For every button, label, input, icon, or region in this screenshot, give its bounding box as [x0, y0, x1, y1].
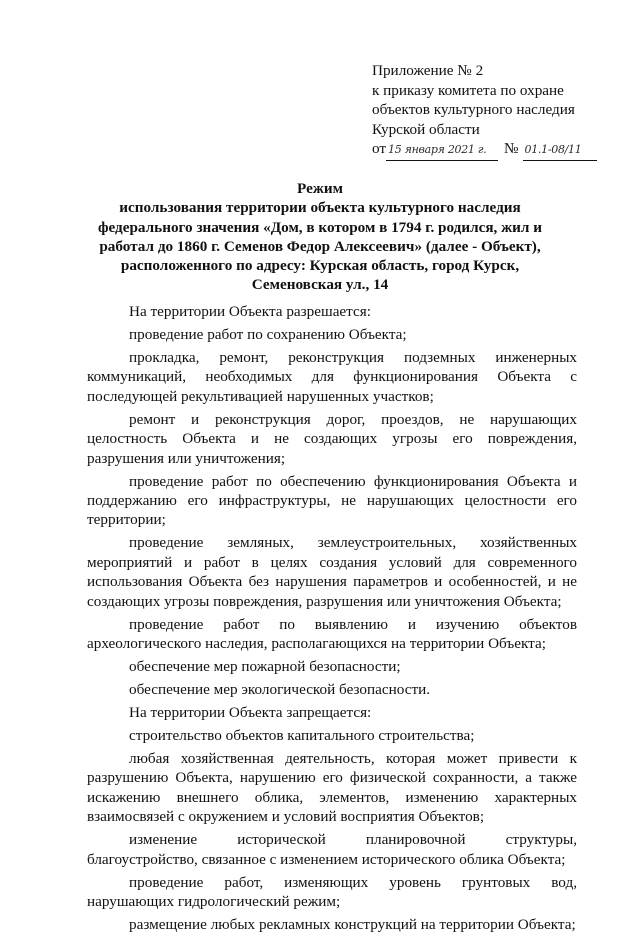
title-line: федерального значения «Дом, в котором в 1794 г. родился, жил и: [98, 218, 542, 236]
title-line: Семеновская ул., 14: [251, 276, 389, 294]
title-heading: Режим: [297, 180, 343, 197]
paragraph: прокладка, ремонт, реконструкция подземных инженерных коммуникаций, необходимых для функционирования Объекта с последующей рекультивацией нарушенных участков;: [87, 349, 577, 405]
appendix-region: Курской области: [372, 120, 480, 138]
paragraph: проведение работ, изменяющих уровень грунтовых вод, нарушающих гидрологический режим;: [87, 873, 577, 911]
paragraph: ремонт и реконструкция дорог, проездов, не нарушающих целостность Объекта и не создающих угрозы его повреждения, разрушения или уничтожения;: [87, 410, 577, 467]
paragraph: проведение работ по сохранению Объекта;: [129, 326, 407, 343]
appendix-number: Приложение № 2: [372, 62, 484, 79]
paragraph: обеспечение мер пожарной безопасности;: [129, 658, 401, 676]
handwritten-number: 01.1-08/11: [523, 140, 597, 161]
paragraph: обеспечение мер экологической безопасности.: [129, 681, 431, 699]
paragraph: изменение исторической планировочной структуры, благоустройство, связанное с изменением исторического облика Объекта;: [87, 831, 577, 868]
title-line: работал до 1860 г. Семенов Федор Алексеевич» (далее - Объект),: [99, 237, 541, 255]
paragraph: проведение земляных, землеустроительных, хозяйственных мероприятий и работ в целях создания условий для современного использования Объекта без нарушения параметров и особенностей, и не создающих угрозы повреждения, разрушения или уничтожения Объекта;: [87, 534, 577, 610]
paragraph: любая хозяйственная деятельность, которая может привести к разрушению Объекта, нарушению его физической сохранности, а также искажению внешнего облика, элементов, изменению характерных взаимосвязей с окружением и условий восприятия Объектов;: [87, 750, 577, 826]
number-label: №: [504, 140, 519, 157]
paragraph: проведение работ по выявлению и изучению объектов археологического наследия, располагающихся на территории Объекта;: [87, 615, 577, 653]
paragraph: проведение работ по обеспечению функционирования Объекта и поддержанию его инфраструктуры, не нарушающих целостности его территории;: [87, 472, 577, 529]
handwritten-date: 15 января 2021 г.: [386, 140, 498, 161]
document-body: [87, 302, 577, 938]
appendix-committee: объектов культурного наследия: [372, 101, 575, 118]
appendix-header: [372, 61, 622, 161]
title-line: расположенного по адресу: Курская область, город Курск,: [120, 257, 520, 275]
paragraph: размещение любых рекламных конструкций на территории Объекта;: [129, 916, 576, 934]
order-date-number-row: [372, 139, 622, 161]
title-line: использования территории объекта культурного наследия: [119, 199, 521, 217]
document-title: [98, 179, 542, 295]
appendix-order-ref: к приказу комитета по охране: [372, 81, 564, 99]
paragraph-prohibited-heading: На территории Объекта запрещается:: [129, 704, 372, 722]
paragraph: строительство объектов капитального строительства;: [129, 727, 475, 745]
paragraph-permitted-heading: На территории Объекта разрешается:: [129, 303, 371, 320]
from-label: от: [372, 140, 387, 157]
